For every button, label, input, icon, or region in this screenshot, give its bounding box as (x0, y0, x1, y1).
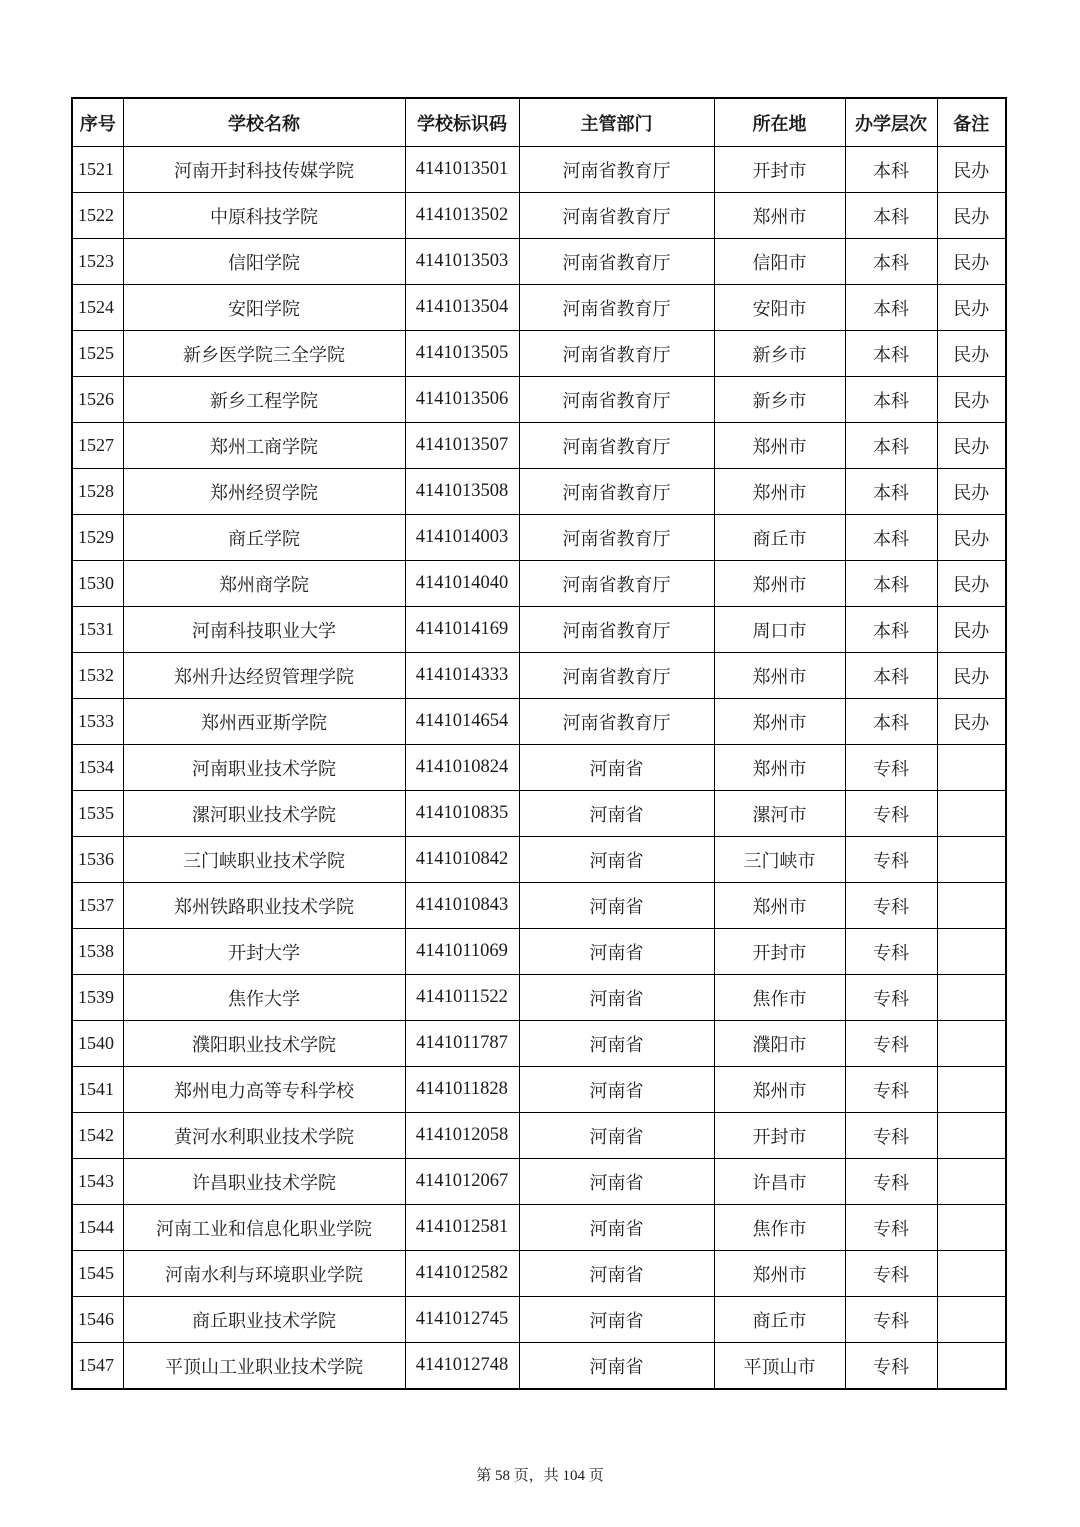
table-body (72, 147, 1006, 1390)
cell-school-code: 4141013504 (405, 285, 519, 331)
cell-note: 民办 (937, 653, 1006, 699)
cell-no: 1540 (72, 1021, 123, 1067)
cell-department: 河南省 (519, 1205, 714, 1251)
table-row (72, 561, 1006, 607)
cell-level: 专科 (845, 929, 937, 975)
cell-note (937, 1067, 1006, 1113)
cell-no: 1524 (72, 285, 123, 331)
cell-department: 河南省 (519, 1251, 714, 1297)
cell-school-code: 4141010835 (405, 791, 519, 837)
table-row (72, 1343, 1006, 1390)
cell-level: 专科 (845, 791, 937, 837)
cell-school-code: 4141010842 (405, 837, 519, 883)
cell-no: 1523 (72, 239, 123, 285)
cell-no: 1521 (72, 147, 123, 193)
header-dept: 主管部门 (519, 98, 714, 147)
cell-department: 河南省教育厅 (519, 699, 714, 745)
cell-school-name: 安阳学院 (123, 285, 405, 331)
cell-no: 1536 (72, 837, 123, 883)
cell-school-code: 4141013502 (405, 193, 519, 239)
cell-note (937, 1343, 1006, 1390)
table-row (72, 469, 1006, 515)
cell-department: 河南省教育厅 (519, 423, 714, 469)
header-location: 所在地 (714, 98, 845, 147)
cell-no: 1532 (72, 653, 123, 699)
cell-note (937, 1297, 1006, 1343)
cell-location: 郑州市 (714, 883, 845, 929)
cell-school-name: 商丘学院 (123, 515, 405, 561)
cell-school-code: 4141014169 (405, 607, 519, 653)
cell-no: 1542 (72, 1113, 123, 1159)
cell-level: 专科 (845, 975, 937, 1021)
cell-level: 本科 (845, 515, 937, 561)
cell-note: 民办 (937, 331, 1006, 377)
cell-school-name: 河南职业技术学院 (123, 745, 405, 791)
cell-school-code: 4141012058 (405, 1113, 519, 1159)
table-row (72, 423, 1006, 469)
cell-level: 本科 (845, 423, 937, 469)
cell-department: 河南省教育厅 (519, 469, 714, 515)
cell-no: 1530 (72, 561, 123, 607)
cell-note (937, 791, 1006, 837)
cell-no: 1537 (72, 883, 123, 929)
header-no: 序号 (72, 98, 123, 147)
cell-location: 郑州市 (714, 699, 845, 745)
cell-no: 1531 (72, 607, 123, 653)
cell-level: 专科 (845, 1251, 937, 1297)
cell-school-name: 郑州升达经贸管理学院 (123, 653, 405, 699)
cell-school-name: 商丘职业技术学院 (123, 1297, 405, 1343)
cell-school-name: 濮阳职业技术学院 (123, 1021, 405, 1067)
cell-school-name: 新乡工程学院 (123, 377, 405, 423)
cell-location: 濮阳市 (714, 1021, 845, 1067)
table-row (72, 1159, 1006, 1205)
cell-location: 新乡市 (714, 377, 845, 423)
cell-location: 商丘市 (714, 515, 845, 561)
table-row (72, 1021, 1006, 1067)
cell-level: 专科 (845, 745, 937, 791)
cell-school-name: 河南科技职业大学 (123, 607, 405, 653)
cell-note (937, 1113, 1006, 1159)
cell-department: 河南省教育厅 (519, 193, 714, 239)
table-row (72, 285, 1006, 331)
cell-note (937, 745, 1006, 791)
header-code: 学校标识码 (405, 98, 519, 147)
cell-location: 商丘市 (714, 1297, 845, 1343)
cell-no: 1528 (72, 469, 123, 515)
cell-school-name: 新乡医学院三全学院 (123, 331, 405, 377)
table-row (72, 377, 1006, 423)
cell-location: 郑州市 (714, 423, 845, 469)
cell-no: 1527 (72, 423, 123, 469)
cell-location: 开封市 (714, 929, 845, 975)
page-footer: 第 58 页，共 104 页 (476, 1468, 604, 1484)
cell-location: 安阳市 (714, 285, 845, 331)
cell-level: 专科 (845, 1297, 937, 1343)
cell-department: 河南省教育厅 (519, 561, 714, 607)
cell-school-code: 4141011069 (405, 929, 519, 975)
cell-level: 专科 (845, 1205, 937, 1251)
cell-school-name: 郑州工商学院 (123, 423, 405, 469)
table-row (72, 1205, 1006, 1251)
cell-location: 新乡市 (714, 331, 845, 377)
table-row (72, 1297, 1006, 1343)
cell-location: 郑州市 (714, 1251, 845, 1297)
cell-school-name: 河南水利与环境职业学院 (123, 1251, 405, 1297)
cell-note: 民办 (937, 193, 1006, 239)
cell-school-name: 信阳学院 (123, 239, 405, 285)
cell-school-code: 4141013503 (405, 239, 519, 285)
cell-note (937, 1205, 1006, 1251)
cell-location: 郑州市 (714, 561, 845, 607)
cell-school-code: 4141012748 (405, 1343, 519, 1390)
cell-no: 1535 (72, 791, 123, 837)
cell-location: 三门峡市 (714, 837, 845, 883)
cell-school-code: 4141011787 (405, 1021, 519, 1067)
cell-level: 本科 (845, 285, 937, 331)
cell-note: 民办 (937, 423, 1006, 469)
table-row (72, 1067, 1006, 1113)
table-row (72, 515, 1006, 561)
cell-school-name: 黄河水利职业技术学院 (123, 1113, 405, 1159)
cell-school-name: 三门峡职业技术学院 (123, 837, 405, 883)
cell-note (937, 1159, 1006, 1205)
cell-note: 民办 (937, 469, 1006, 515)
cell-note: 民办 (937, 285, 1006, 331)
cell-department: 河南省 (519, 883, 714, 929)
cell-school-code: 4141014654 (405, 699, 519, 745)
cell-school-name: 漯河职业技术学院 (123, 791, 405, 837)
cell-level: 专科 (845, 1021, 937, 1067)
cell-level: 本科 (845, 377, 937, 423)
cell-school-code: 4141012745 (405, 1297, 519, 1343)
cell-school-code: 4141011522 (405, 975, 519, 1021)
cell-school-code: 4141012581 (405, 1205, 519, 1251)
cell-no: 1526 (72, 377, 123, 423)
cell-department: 河南省 (519, 791, 714, 837)
cell-level: 专科 (845, 837, 937, 883)
table-row (72, 883, 1006, 929)
cell-location: 郑州市 (714, 469, 845, 515)
cell-department: 河南省 (519, 929, 714, 975)
cell-school-name: 郑州西亚斯学院 (123, 699, 405, 745)
cell-department: 河南省 (519, 1021, 714, 1067)
cell-note: 民办 (937, 699, 1006, 745)
cell-no: 1529 (72, 515, 123, 561)
cell-school-code: 4141013507 (405, 423, 519, 469)
cell-no: 1545 (72, 1251, 123, 1297)
cell-level: 本科 (845, 193, 937, 239)
cell-level: 本科 (845, 331, 937, 377)
cell-level: 本科 (845, 653, 937, 699)
cell-school-name: 郑州电力高等专科学校 (123, 1067, 405, 1113)
cell-location: 焦作市 (714, 975, 845, 1021)
cell-no: 1543 (72, 1159, 123, 1205)
cell-note: 民办 (937, 561, 1006, 607)
cell-department: 河南省教育厅 (519, 331, 714, 377)
cell-school-code: 4141013506 (405, 377, 519, 423)
cell-department: 河南省 (519, 1297, 714, 1343)
table-row (72, 331, 1006, 377)
cell-no: 1522 (72, 193, 123, 239)
cell-level: 本科 (845, 607, 937, 653)
cell-school-code: 4141014003 (405, 515, 519, 561)
cell-school-code: 4141014333 (405, 653, 519, 699)
cell-no: 1525 (72, 331, 123, 377)
header-level: 办学层次 (845, 98, 937, 147)
cell-school-code: 4141010843 (405, 883, 519, 929)
cell-department: 河南省教育厅 (519, 239, 714, 285)
cell-note (937, 929, 1006, 975)
cell-level: 专科 (845, 1343, 937, 1390)
cell-department: 河南省 (519, 1113, 714, 1159)
cell-note (937, 883, 1006, 929)
cell-school-code: 4141013505 (405, 331, 519, 377)
table-row (72, 929, 1006, 975)
cell-department: 河南省 (519, 1343, 714, 1390)
cell-note: 民办 (937, 377, 1006, 423)
cell-school-name: 郑州铁路职业技术学院 (123, 883, 405, 929)
cell-location: 开封市 (714, 147, 845, 193)
table-row (72, 607, 1006, 653)
table-row (72, 1251, 1006, 1297)
table-row (72, 147, 1006, 193)
cell-location: 开封市 (714, 1113, 845, 1159)
cell-department: 河南省 (519, 745, 714, 791)
cell-level: 专科 (845, 1067, 937, 1113)
cell-no: 1546 (72, 1297, 123, 1343)
header-name: 学校名称 (123, 98, 405, 147)
cell-no: 1538 (72, 929, 123, 975)
cell-no: 1534 (72, 745, 123, 791)
table-row (72, 239, 1006, 285)
cell-school-name: 河南开封科技传媒学院 (123, 147, 405, 193)
cell-note (937, 1021, 1006, 1067)
cell-school-name: 许昌职业技术学院 (123, 1159, 405, 1205)
header-row (72, 98, 1006, 147)
cell-school-name: 开封大学 (123, 929, 405, 975)
school-list-table (71, 97, 1007, 1390)
cell-school-code: 4141013501 (405, 147, 519, 193)
cell-note (937, 975, 1006, 1021)
cell-school-name: 郑州商学院 (123, 561, 405, 607)
cell-level: 本科 (845, 699, 937, 745)
table-row (72, 745, 1006, 791)
cell-note: 民办 (937, 607, 1006, 653)
cell-level: 本科 (845, 239, 937, 285)
cell-location: 郑州市 (714, 193, 845, 239)
cell-school-code: 4141012582 (405, 1251, 519, 1297)
cell-no: 1541 (72, 1067, 123, 1113)
cell-department: 河南省教育厅 (519, 147, 714, 193)
cell-location: 焦作市 (714, 1205, 845, 1251)
cell-department: 河南省 (519, 1067, 714, 1113)
cell-school-name: 平顶山工业职业技术学院 (123, 1343, 405, 1390)
cell-school-code: 4141010824 (405, 745, 519, 791)
cell-location: 信阳市 (714, 239, 845, 285)
cell-school-name: 中原科技学院 (123, 193, 405, 239)
cell-department: 河南省教育厅 (519, 377, 714, 423)
cell-level: 专科 (845, 1113, 937, 1159)
header-note: 备注 (937, 98, 1006, 147)
cell-note: 民办 (937, 515, 1006, 561)
table-row (72, 1113, 1006, 1159)
cell-department: 河南省 (519, 837, 714, 883)
cell-school-name: 河南工业和信息化职业学院 (123, 1205, 405, 1251)
cell-department: 河南省教育厅 (519, 607, 714, 653)
cell-note: 民办 (937, 239, 1006, 285)
cell-location: 郑州市 (714, 653, 845, 699)
cell-note (937, 837, 1006, 883)
cell-location: 平顶山市 (714, 1343, 845, 1390)
cell-school-code: 4141013508 (405, 469, 519, 515)
cell-level: 专科 (845, 1159, 937, 1205)
cell-school-code: 4141012067 (405, 1159, 519, 1205)
table-row (72, 699, 1006, 745)
cell-school-code: 4141011828 (405, 1067, 519, 1113)
cell-location: 郑州市 (714, 745, 845, 791)
table-row (72, 791, 1006, 837)
cell-department: 河南省教育厅 (519, 515, 714, 561)
cell-location: 漯河市 (714, 791, 845, 837)
table-row (72, 653, 1006, 699)
cell-no: 1533 (72, 699, 123, 745)
cell-no: 1539 (72, 975, 123, 1021)
cell-no: 1544 (72, 1205, 123, 1251)
table-row (72, 193, 1006, 239)
table-row (72, 837, 1006, 883)
cell-no: 1547 (72, 1343, 123, 1390)
cell-level: 专科 (845, 883, 937, 929)
cell-level: 本科 (845, 469, 937, 515)
cell-school-name: 郑州经贸学院 (123, 469, 405, 515)
cell-department: 河南省 (519, 975, 714, 1021)
cell-level: 本科 (845, 147, 937, 193)
cell-level: 本科 (845, 561, 937, 607)
cell-location: 郑州市 (714, 1067, 845, 1113)
cell-school-name: 焦作大学 (123, 975, 405, 1021)
cell-location: 周口市 (714, 607, 845, 653)
cell-department: 河南省 (519, 1159, 714, 1205)
table-row (72, 975, 1006, 1021)
cell-department: 河南省教育厅 (519, 653, 714, 699)
cell-location: 许昌市 (714, 1159, 845, 1205)
cell-school-code: 4141014040 (405, 561, 519, 607)
cell-note (937, 1251, 1006, 1297)
cell-note: 民办 (937, 147, 1006, 193)
cell-department: 河南省教育厅 (519, 285, 714, 331)
